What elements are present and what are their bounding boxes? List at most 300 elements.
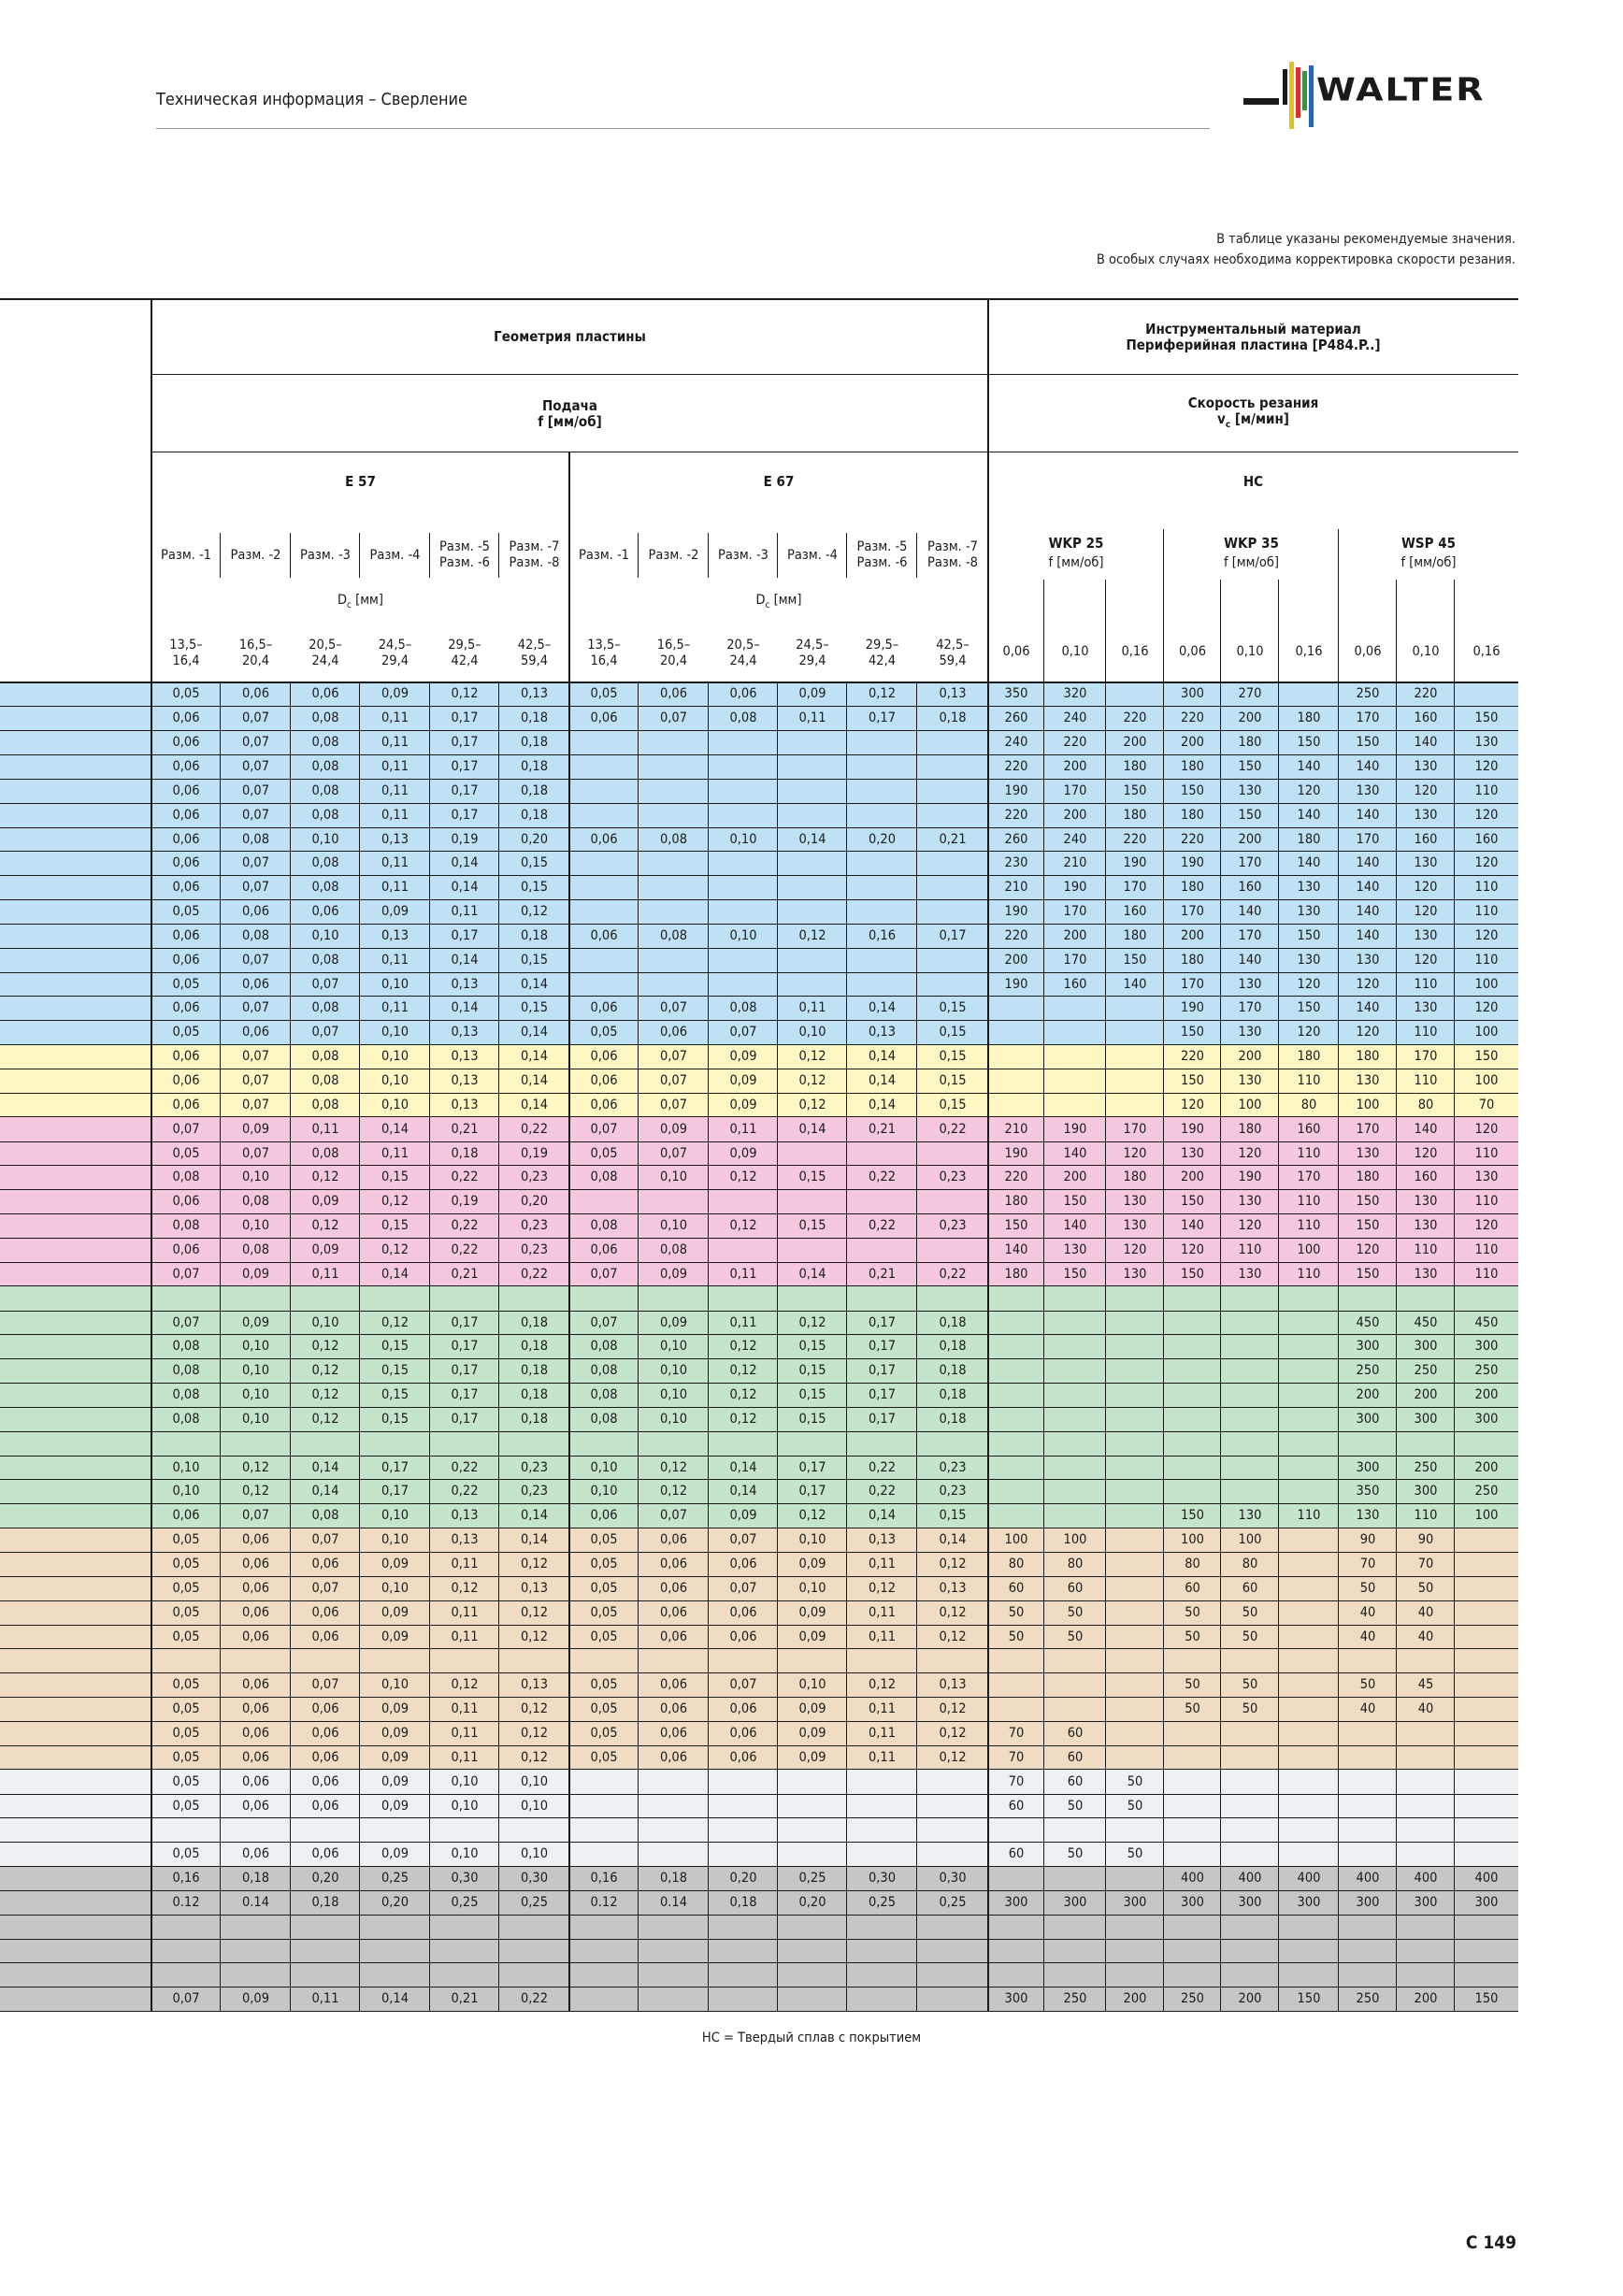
table-cell: 200 [1181, 927, 1204, 943]
table-cell: 130 [1297, 904, 1321, 920]
row-rule [0, 827, 1518, 828]
table-cell: 0,15 [798, 1339, 826, 1355]
table-cell: 0,06 [729, 1749, 757, 1765]
table-cell: 0,12 [729, 1411, 757, 1427]
table-cell: 320 [1063, 686, 1087, 702]
table-cell: 0,15 [798, 1170, 826, 1185]
table-cell: 170 [1356, 1121, 1380, 1137]
table-cell: 150 [1063, 1194, 1087, 1210]
table-cell: 0,10 [172, 1459, 200, 1475]
row-rule [0, 899, 1518, 900]
table-cell: 0,14 [381, 1991, 409, 2007]
table-cell: 0,12 [659, 1459, 688, 1475]
table-cell: 0,08 [311, 1049, 339, 1065]
table-cell: 0,19 [451, 831, 479, 847]
row-band-green [0, 1431, 1518, 1456]
table-cell: 0,11 [381, 880, 409, 896]
table-cell: 0,25 [868, 1894, 897, 1910]
table-cell: 0,05 [172, 1580, 200, 1596]
table-cell: 260 [1004, 831, 1028, 847]
table-cell: 110 [1297, 1508, 1321, 1524]
table-cell: 130 [1414, 1218, 1438, 1234]
table-cell: 0,11 [868, 1629, 897, 1644]
row-rule [0, 1141, 1518, 1142]
table-cell: 0,07 [590, 1121, 618, 1137]
table-cell: 0,10 [590, 1484, 618, 1500]
table-cell: 0,18 [520, 1363, 549, 1379]
table-cell: 60 [1185, 1580, 1200, 1596]
table-cell: 150 [1474, 1049, 1499, 1065]
table-cell: 0,14 [311, 1484, 339, 1500]
table-cell: 0,06 [241, 1532, 270, 1548]
table-cell: 130 [1356, 1145, 1380, 1161]
table-cell: 130 [1474, 1170, 1499, 1185]
table-cell: 250 [1356, 686, 1380, 702]
table-cell: 0,12 [520, 904, 549, 920]
grade-feed-1-1: 0,10 [1236, 643, 1264, 659]
table-cell: 120 [1356, 976, 1380, 992]
table-cell: 0,22 [520, 1991, 549, 2007]
table-cell: 70 [1359, 1557, 1376, 1572]
table-cell: 0,07 [659, 710, 688, 726]
table-cell: 0,20 [311, 1871, 339, 1887]
table-cell: 0,15 [381, 1218, 409, 1234]
table-cell: 120 [1297, 1025, 1321, 1040]
table-cell: 110 [1474, 1145, 1499, 1161]
table-cell: 0,17 [451, 758, 479, 774]
table-cell: 130 [1238, 1508, 1262, 1524]
table-cell: 170 [1063, 904, 1087, 920]
table-cell: 0,08 [172, 1411, 200, 1427]
table-cell: 0,12 [798, 1049, 826, 1065]
table-cell: 0,17 [451, 1363, 479, 1379]
table-cell: 100 [1063, 1532, 1087, 1548]
row-rule [0, 1962, 1518, 1963]
grade-feed-1-2: 0,16 [1295, 643, 1323, 659]
diameter-range-e57-4: 24,5– 29,4 [378, 638, 412, 668]
table-cell: 0,07 [241, 855, 270, 871]
table-cell: 0,06 [241, 1798, 270, 1814]
table-cell: 150 [1004, 1218, 1028, 1234]
table-cell: 0,06 [659, 1701, 688, 1717]
table-cell: 0,05 [172, 686, 200, 702]
table-cell: 0,15 [381, 1387, 409, 1403]
table-cell: 0,11 [868, 1749, 897, 1765]
table-cell: 0,06 [172, 782, 200, 798]
table-cell: 0,11 [381, 1000, 409, 1016]
table-cell: 140 [1238, 952, 1262, 968]
table-cell: 0,20 [381, 1894, 409, 1910]
table-cell: 130 [1414, 1266, 1438, 1282]
header-rule [156, 128, 1210, 129]
table-cell: 0,17 [451, 1339, 479, 1355]
table-cell: 140 [1063, 1145, 1087, 1161]
row-rule [0, 1116, 1518, 1117]
table-cell: 50 [1008, 1604, 1025, 1620]
table-cell: 0,12 [311, 1387, 339, 1403]
table-cell: 110 [1297, 1266, 1321, 1282]
table-cell: 0,09 [381, 1798, 409, 1814]
row-rule [0, 706, 1518, 707]
table-cell: 0,06 [590, 1073, 618, 1089]
table-cell: 0,21 [451, 1991, 479, 2007]
table-cell: 110 [1414, 976, 1438, 992]
table-cell: 300 [1414, 1484, 1438, 1500]
table-cell: 40 [1359, 1604, 1376, 1620]
note-line-2: В особых случаях необходима корректировка скорости резания. [1096, 252, 1515, 267]
table-cell: 300 [1474, 1894, 1499, 1910]
table-cell: 0,14 [520, 1049, 549, 1065]
table-cell: 0,06 [172, 1000, 200, 1016]
table-cell: 0,14 [520, 1097, 549, 1112]
table-cell: 0,06 [659, 1677, 688, 1693]
table-cell: 110 [1414, 1508, 1438, 1524]
table-cell: 0,18 [520, 1387, 549, 1403]
row-rule [0, 948, 1518, 949]
table-cell: 190 [1004, 904, 1028, 920]
table-cell: 0,05 [590, 1629, 618, 1644]
table-cell: 130 [1238, 1025, 1262, 1040]
column-line [498, 682, 499, 2012]
diameter-range-e57-6: 42,5– 59,4 [517, 638, 552, 668]
table-cell: 0,14 [798, 1121, 826, 1137]
size-label-e57-4: Разм. -4 [369, 547, 421, 563]
table-cell: 220 [1123, 710, 1147, 726]
table-cell: 250 [1414, 1363, 1438, 1379]
table-cell: 0,23 [520, 1241, 549, 1257]
table-cell: 0,06 [590, 927, 618, 943]
table-cell: 0,11 [868, 1604, 897, 1620]
table-cell: 0,09 [241, 1266, 270, 1282]
table-cell: 350 [1356, 1484, 1380, 1500]
table-cell: 0,12 [381, 1314, 409, 1330]
table-cell: 300 [1063, 1894, 1087, 1910]
table-cell: 300 [1474, 1411, 1499, 1427]
table-cell: 0,07 [241, 710, 270, 726]
row-rule [0, 1576, 1518, 1577]
table-cell: 200 [1238, 1991, 1262, 2007]
table-cell: 200 [1474, 1387, 1499, 1403]
table-cell: 0,06 [241, 1846, 270, 1862]
table-cell: 60 [1242, 1580, 1258, 1596]
table-cell: 130 [1238, 782, 1262, 798]
table-cell: 300 [1414, 1894, 1438, 1910]
table-cell: 0,08 [590, 1170, 618, 1185]
table-cell: 0,18 [520, 1314, 549, 1330]
table-cell: 140 [1356, 758, 1380, 774]
table-cell: 0,12 [520, 1604, 549, 1620]
grade-name-0: WKP 25 [1048, 534, 1104, 552]
table-cell: 170 [1063, 952, 1087, 968]
table-cell: 50 [1185, 1604, 1200, 1620]
table-cell: 150 [1297, 1991, 1321, 2007]
table-cell: 250 [1474, 1363, 1499, 1379]
table-cell: 120 [1123, 1145, 1147, 1161]
row-rule [0, 1020, 1518, 1021]
grade-feed-2-2: 0,16 [1472, 643, 1501, 659]
table-cell: 0,07 [241, 880, 270, 896]
table-cell: 0,07 [729, 1025, 757, 1040]
note-line-1: В таблице указаны рекомендуемые значения. [1216, 232, 1515, 247]
table-cell: 0,07 [241, 807, 270, 823]
table-cell: 0,10 [659, 1339, 688, 1355]
table-cell: 120 [1181, 1097, 1204, 1112]
row-rule [0, 1552, 1518, 1553]
table-cell: 0,10 [311, 831, 339, 847]
row-rule [0, 1311, 1518, 1312]
table-cell: 0,13 [520, 1677, 549, 1693]
table-cell: 0,07 [659, 1145, 688, 1161]
table-cell: 0,09 [798, 1701, 826, 1717]
table-cell: 400 [1414, 1871, 1438, 1887]
table-cell: 0,15 [520, 952, 549, 968]
table-cell: 0,06 [729, 686, 757, 702]
table-cell: 300 [1181, 686, 1204, 702]
table-cell: 0,05 [172, 1145, 200, 1161]
table-cell: 0,06 [241, 1773, 270, 1789]
table-cell: 220 [1414, 686, 1438, 702]
table-cell: 300 [1238, 1894, 1262, 1910]
table-cell: 180 [1181, 952, 1204, 968]
table-cell: 400 [1238, 1871, 1262, 1887]
table-cell: 110 [1414, 1241, 1438, 1257]
table-cell: 0,09 [241, 1314, 270, 1330]
table-cell: 0,09 [798, 686, 826, 702]
table-cell: 0,16 [868, 927, 897, 943]
size-label-e67-1: Разм. -1 [579, 547, 629, 563]
table-cell: 130 [1356, 952, 1380, 968]
table-cell: 190 [1004, 1145, 1028, 1161]
table-cell: 0,17 [451, 807, 479, 823]
table-cell: 0,12 [868, 1580, 897, 1596]
table-cell: 0,11 [868, 1725, 897, 1741]
table-cell: 0,06 [241, 1749, 270, 1765]
table-cell: 150 [1356, 1266, 1380, 1282]
table-cell: 0,18 [520, 710, 549, 726]
table-cell: 0,10 [381, 1025, 409, 1040]
table-cell: 0,08 [590, 1411, 618, 1427]
table-cell: 150 [1297, 927, 1321, 943]
row-rule [0, 1769, 1518, 1770]
table-cell: 0,07 [241, 1097, 270, 1112]
table-cell: 60 [1067, 1749, 1084, 1765]
table-cell: 0,17 [451, 1314, 479, 1330]
row-rule [0, 1817, 1518, 1818]
table-cell: 0,15 [939, 1000, 967, 1016]
table-cell: 0,06 [590, 1241, 618, 1257]
table-cell: 0,07 [729, 1677, 757, 1693]
table-cell: 0,06 [590, 1049, 618, 1065]
table-cell: 0,18 [311, 1894, 339, 1910]
table-cell: 0,12 [798, 1508, 826, 1524]
table-cell: 140 [1356, 807, 1380, 823]
table-cell: 0,06 [172, 831, 200, 847]
table-cell: 0,07 [729, 1532, 757, 1548]
table-cell: 0,11 [729, 1266, 757, 1282]
table-cell: 40 [1417, 1604, 1434, 1620]
table-cell: 0,18 [520, 758, 549, 774]
table-cell: 0,14 [451, 855, 479, 871]
table-cell: 0,08 [172, 1387, 200, 1403]
table-cell: 110 [1474, 1194, 1499, 1210]
table-cell: 0,17 [451, 782, 479, 798]
table-cell: 0,05 [172, 1025, 200, 1040]
table-cell: 200 [1063, 758, 1087, 774]
table-cell: 120 [1238, 1218, 1262, 1234]
table-cell: 0,06 [659, 1025, 688, 1040]
page-header-title: Техническая информация – Сверление [156, 90, 468, 109]
table-cell: 160 [1238, 880, 1262, 896]
table-cell: 0,11 [381, 710, 409, 726]
table-cell: 0,10 [381, 1580, 409, 1596]
table-cell: 100 [1474, 1508, 1499, 1524]
table-cell: 0,09 [659, 1266, 688, 1282]
table-cell: 0,09 [798, 1749, 826, 1765]
table-cell: 300 [1356, 1339, 1380, 1355]
grade-feed-label-1: f [мм/об] [1223, 554, 1279, 570]
size-label-e67-5: Разм. -5 Разм. -6 [856, 539, 908, 570]
table-cell: 0,06 [172, 1049, 200, 1065]
table-cell: 40 [1417, 1701, 1434, 1717]
table-cell: 0,15 [381, 1170, 409, 1185]
table-cell: 70 [1417, 1557, 1434, 1572]
table-cell: 0,10 [311, 927, 339, 943]
table-cell: 180 [1181, 880, 1204, 896]
table-cell: 0,06 [241, 904, 270, 920]
table-cell: 0,08 [311, 1508, 339, 1524]
table-cell: 130 [1414, 1000, 1438, 1016]
table-cell: 0,05 [590, 1701, 618, 1717]
row-rule [0, 1648, 1518, 1649]
table-cell: 0,09 [381, 1629, 409, 1644]
table-cell: 0,09 [798, 1557, 826, 1572]
table-cell: 0,15 [939, 1508, 967, 1524]
table-cell: 130 [1356, 1073, 1380, 1089]
table-cell: 130 [1414, 807, 1438, 823]
table-cell: 40 [1417, 1629, 1434, 1644]
table-cell: 0,23 [939, 1459, 967, 1475]
table-cell: 0,09 [241, 1121, 270, 1137]
table-cell: 270 [1238, 686, 1262, 702]
table-cell: 120 [1414, 880, 1438, 896]
table-cell: 160 [1063, 976, 1087, 992]
table-cell: 120 [1414, 782, 1438, 798]
table-cell: 170 [1063, 782, 1087, 798]
table-cell: 130 [1123, 1266, 1147, 1282]
table-cell: 50 [1242, 1677, 1258, 1693]
row-rule [0, 754, 1518, 755]
table-cell: 0,06 [659, 1532, 688, 1548]
group-label-hc: HC [1242, 472, 1264, 490]
table-cell: 0,11 [381, 758, 409, 774]
table-cell: 0,10 [311, 1314, 339, 1330]
table-cell: 0,17 [798, 1484, 826, 1500]
table-cell: 190 [1181, 1121, 1204, 1137]
table-cell: 0,11 [798, 1000, 826, 1016]
table-cell: 0,12 [798, 1314, 826, 1330]
table-cell: 0,10 [798, 1677, 826, 1693]
table-cell: 0,13 [520, 1580, 549, 1596]
table-cell: 0,10 [381, 1532, 409, 1548]
table-cell: 150 [1123, 952, 1147, 968]
table-cell: 0,07 [241, 758, 270, 774]
table-cell: 0,22 [868, 1170, 897, 1185]
table-cell: 0,08 [590, 1339, 618, 1355]
table-cell: 0,08 [311, 1000, 339, 1016]
table-cell: 0,15 [939, 1049, 967, 1065]
table-cell: 0,09 [381, 1604, 409, 1620]
diameter-range-e67-6: 42,5– 59,4 [936, 638, 969, 668]
table-cell: 0,08 [311, 807, 339, 823]
table-cell: 80 [1300, 1097, 1317, 1112]
table-cell: 0,13 [939, 686, 967, 702]
table-cell: 200 [1238, 1049, 1262, 1065]
table-cell: 130 [1414, 1194, 1438, 1210]
table-cell: 0,12 [311, 1363, 339, 1379]
table-cell: 0,18 [520, 927, 549, 943]
table-cell: 450 [1356, 1314, 1380, 1330]
table-cell: 0,08 [311, 782, 339, 798]
table-cell: 170 [1123, 880, 1147, 896]
size-label-e57-3: Разм. -3 [300, 547, 351, 563]
table-cell: 0,10 [381, 976, 409, 992]
cutting-speed-label: Скорость резания $v_c$ [м/мин] [1187, 394, 1319, 430]
table-cell: 0,07 [659, 1073, 688, 1089]
table-cell: 0,08 [311, 1145, 339, 1161]
table-cell: 0,17 [868, 1387, 897, 1403]
table-cell: 0,12 [939, 1749, 967, 1765]
table-cell: 200 [1181, 735, 1204, 751]
table-cell: 350 [1004, 686, 1028, 702]
table-cell: 130 [1297, 880, 1321, 896]
table-cell: 0,15 [798, 1363, 826, 1379]
table-cell: 0,18 [939, 1314, 967, 1330]
table-cell: 0,12 [939, 1701, 967, 1717]
table-cell: 0,09 [311, 1194, 339, 1210]
table-cell: 110 [1297, 1218, 1321, 1234]
table-cell: 0,12 [520, 1629, 549, 1644]
table-cell: 0,14 [381, 1121, 409, 1137]
table-cell: 50 [1359, 1580, 1376, 1596]
table-cell: 0,06 [659, 1557, 688, 1572]
table-cell: 0,12 [241, 1484, 270, 1500]
table-cell: 400 [1356, 1871, 1380, 1887]
table-cell: 200 [1414, 1991, 1438, 2007]
table-cell: 220 [1123, 831, 1147, 847]
diameter-range-e67-2: 16,5– 20,4 [656, 638, 691, 668]
table-cell: 0,18 [520, 1411, 549, 1427]
table-cell: 0,10 [520, 1798, 549, 1814]
table-cell: 0,09 [381, 1773, 409, 1789]
group-label-e57: E 57 [345, 472, 376, 490]
table-cell: 0,06 [172, 1073, 200, 1089]
table-cell: 120 [1474, 758, 1499, 774]
table-cell: 0,10 [520, 1773, 549, 1789]
table-cell: 0,13 [451, 1025, 479, 1040]
table-cell: 0,10 [520, 1846, 549, 1862]
table-cell: 0,08 [172, 1218, 200, 1234]
row-rule [0, 803, 1518, 804]
table-cell: 90 [1359, 1532, 1376, 1548]
diameter-range-e57-2: 16,5– 20,4 [238, 638, 273, 668]
table-cell: 0,14 [520, 1508, 549, 1524]
table-cell: 0.14 [659, 1894, 688, 1910]
table-cell: 0,11 [451, 1749, 479, 1765]
table-cell: 50 [1185, 1677, 1200, 1693]
table-cell: 0,21 [868, 1121, 897, 1137]
table-cell: 170 [1414, 1049, 1438, 1065]
header-feed: Подача f [мм/об] [538, 396, 602, 430]
